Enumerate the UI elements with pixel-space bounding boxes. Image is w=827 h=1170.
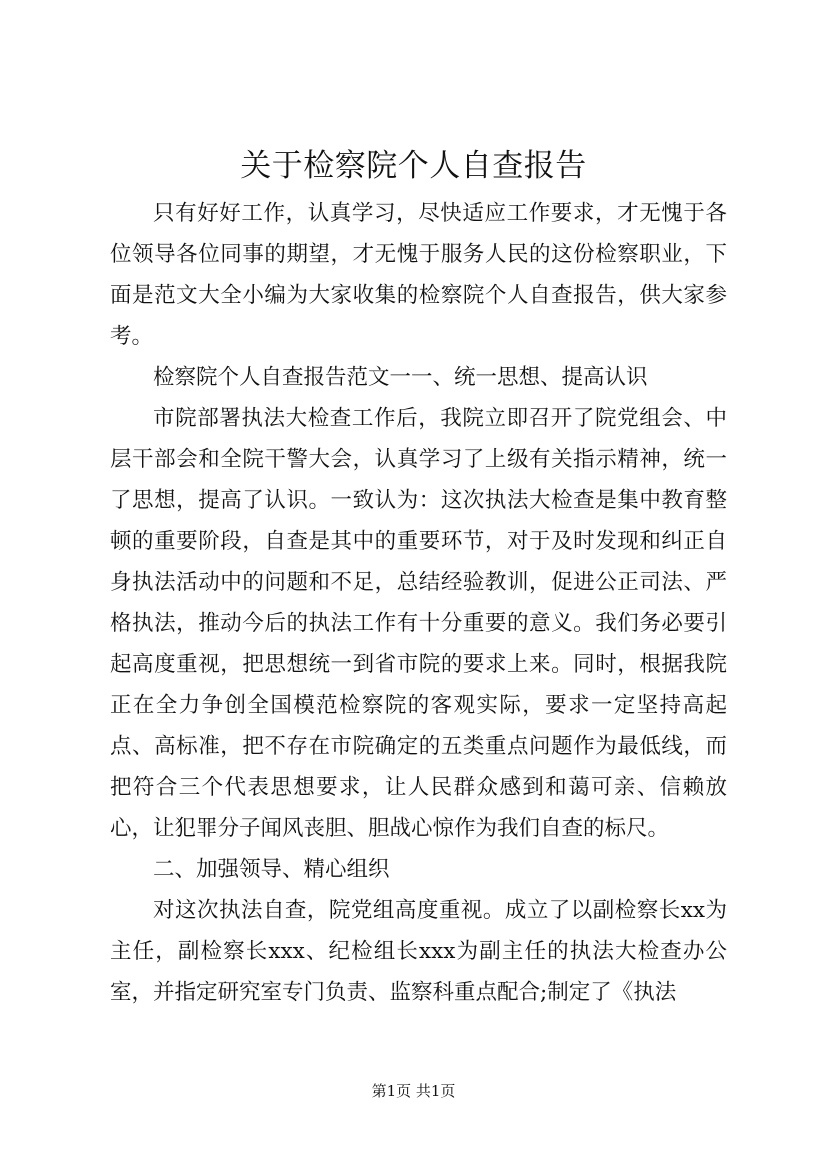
body-paragraph: 市院部署执法大检查工作后，我院立即召开了院党组会、中层干部会和全院干警大会，认真学习了上级有关指示精神，统一了思想，提高了认识。一致认为：这次执法大检查是集中教育整顿的重要阶段，自查是其中的重要环节，对于及时发现和纠正自身执法活动中的问题和不足，总结经验教训，促进公正司法、严格执法，推动今后的执法工作有十分重要的意义。我们务必要引起高度重视，把思想统一到省市院的要求上来。同时，根据我院正在全力争创全国模范检察院的客观实际，要求一定坚持高起点、高标准，把不存在市院确定的五类重点问题作为最低线，而把符合三个代表思想要求，让人民群众感到和蔼可亲、信赖放心，让犯罪分子闻风丧胆、胆战心惊作为我们自查的标尺。: [110, 406, 727, 841]
page-footer: 第1页 共1页: [371, 1082, 456, 1100]
document-body: [110, 193, 727, 1013]
section-heading-1: 检察院个人自查报告范文一一、统一思想、提高认识: [153, 365, 648, 390]
body-paragraph: 对这次执法自查，院党组高度重视。成立了以副检察长xx为主任，副检察长xxx、纪检组长xxx为副主任的执法大检查办公室，并指定研究室专门负责、监察科重点配合;制定了《执法: [110, 898, 727, 1005]
document-title: 关于检察院个人自查报告: [240, 148, 587, 184]
section-heading-2: 二、加强领导、精心组织: [153, 857, 390, 882]
intro-paragraph: 只有好好工作，认真学习，尽快适应工作要求，才无愧于各位领导各位同事的期望，才无愧于服务人民的这份检察职业，下面是范文大全小编为大家收集的检察院个人自查报告，供大家参考。: [110, 201, 727, 349]
